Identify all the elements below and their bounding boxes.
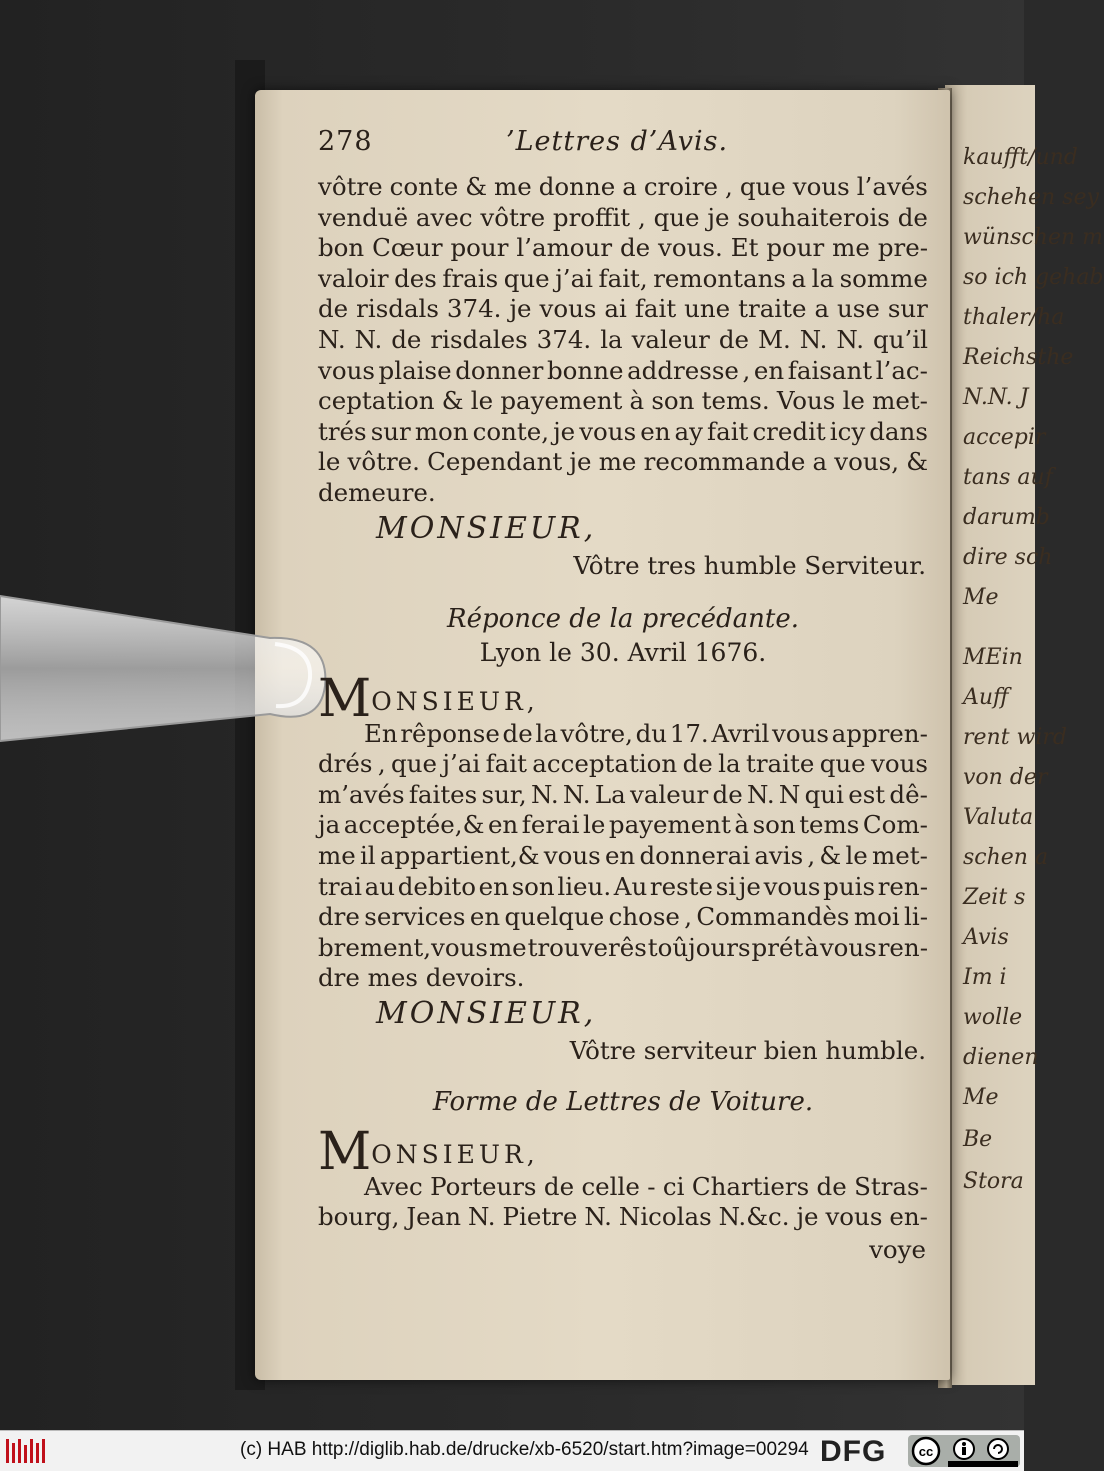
text-line: N. N. de risdales 374. la valeur de M. N. N. qu’il bbox=[318, 324, 928, 354]
facing-page-fragment: darumb bbox=[963, 505, 1050, 530]
text-line: En rêponse de la vôtre, du 17. Avril vous appren- bbox=[364, 718, 928, 748]
facing-page-fragment: kaufft/und bbox=[963, 145, 1078, 170]
text-line: de risdals 374. je vous ai fait une traite a use sur bbox=[318, 294, 928, 324]
drop-cap: M bbox=[318, 1121, 372, 1182]
text-line: drés , que j’ai fait acceptation de la traite que vous bbox=[318, 749, 928, 779]
text-line: dre mes devoirs. bbox=[318, 963, 525, 993]
facing-page-fragment: Me bbox=[963, 585, 999, 610]
credit-link[interactable]: (c) HAB http://diglib.hab.de/drucke/xb-6520/start.htm?image=00294 bbox=[240, 1439, 809, 1460]
drop-cap: M bbox=[318, 668, 372, 729]
text-line: le vôtre. Cependant je me recommande a vous, & bbox=[318, 447, 928, 477]
facing-page-fragment: N.N. J bbox=[963, 385, 1029, 410]
opening-rest: ONSIEUR, bbox=[371, 1139, 539, 1169]
text-line: bon Cœur pour l’amour de vous. Et pour me pre- bbox=[318, 233, 928, 263]
page-text bbox=[318, 120, 928, 1267]
facing-page-fragment: Auff bbox=[963, 685, 1009, 710]
running-title: ’Lettres d’Avis. bbox=[506, 126, 729, 157]
signature-1: Vôtre tres humble Serviteur. bbox=[573, 550, 926, 580]
text-line: m’avés faites sur, N. N. La valeur de N. N qui est dê- bbox=[318, 779, 928, 809]
facing-page-fragment: dire sch bbox=[963, 545, 1053, 570]
paragraph-2 bbox=[318, 719, 928, 994]
svg-text:cc: cc bbox=[918, 1444, 934, 1459]
text-line: me il appartient,& vous en donnerai avis , & le met- bbox=[318, 840, 928, 870]
signature-2: Vôtre serviteur bien humble. bbox=[569, 1035, 926, 1065]
facing-page-fragment: so ich gehab bbox=[963, 265, 1104, 290]
paragraph-1 bbox=[318, 172, 928, 509]
dateline: Lyon le 30. Avril 1676. bbox=[479, 637, 767, 667]
glass-page-holder bbox=[0, 596, 330, 746]
running-header bbox=[318, 120, 928, 172]
facing-page-fragment: Be bbox=[963, 1127, 993, 1152]
text-line: Avec Porteurs de celle - ci Chartiers de Stras- bbox=[364, 1171, 928, 1201]
facing-page bbox=[945, 85, 1104, 1385]
salutation-2: MONSIEUR, bbox=[376, 995, 597, 1031]
opening-monsieur-2 bbox=[318, 1121, 928, 1182]
viewer-footer bbox=[0, 1430, 1024, 1471]
text-line: trai au debito en son lieu. Au reste si je vous puis ren- bbox=[318, 871, 928, 901]
facing-page-fragment: Reichsthe bbox=[963, 345, 1074, 370]
text-line: brement,vous me trouverês toûjours prét à vous ren- bbox=[318, 932, 928, 962]
text-line: vous plaise donner bonne addresse , en faisant l’ac- bbox=[318, 355, 928, 385]
opening-rest: ONSIEUR, bbox=[371, 686, 539, 716]
dfg-logo: DFG bbox=[820, 1435, 887, 1468]
facing-page-fragment: schehen sey bbox=[963, 185, 1099, 210]
facing-page-fragment: von der bbox=[963, 765, 1048, 790]
hab-barcode-icon bbox=[6, 1437, 48, 1465]
facing-page-fragment: Me bbox=[963, 1085, 999, 1110]
facing-page-fragment: dienen bbox=[963, 1045, 1039, 1070]
facing-page-fragment: accepir bbox=[963, 425, 1046, 450]
text-line: valoir des frais que j’ai fait, remontans a la somme bbox=[318, 263, 928, 293]
facing-page-fragment: Valuta bbox=[963, 805, 1034, 830]
text-line: dre services en quelque chose , Commandès moi li- bbox=[318, 902, 928, 932]
text-line: demeure. bbox=[318, 477, 436, 507]
heading-voiture: Forme de Lettres de Voiture. bbox=[432, 1086, 814, 1117]
text-line: trés sur mon conte, je vous en ay fait credit icy dans bbox=[318, 416, 928, 446]
facing-page-fragment: Avis bbox=[963, 925, 1009, 950]
facing-page-fragment: thaler/ha bbox=[963, 305, 1065, 330]
facing-page-fragment: wolle bbox=[963, 1005, 1023, 1030]
facing-page-fragment: rent wird bbox=[963, 725, 1068, 750]
text-line: bourg, Jean N. Pietre N. Nicolas N.&c. je vous en- bbox=[318, 1202, 928, 1232]
facing-page-fragment: schen a bbox=[963, 845, 1049, 870]
text-line: ja acceptée,& en ferai le payement à son tems Com- bbox=[318, 810, 928, 840]
catchword: voye bbox=[869, 1235, 926, 1265]
facing-page-fragment: Stora bbox=[963, 1169, 1024, 1194]
heading-reponce: Réponce de la precédante. bbox=[447, 603, 799, 634]
text-line: venduë avec vôtre proffit , que je souhaiterois de bbox=[318, 202, 928, 232]
salutation-1: MONSIEUR, bbox=[376, 510, 597, 546]
text-line: ceptation & le payement à son tems. Vous le met- bbox=[318, 386, 928, 416]
facing-page-fragment: MEin bbox=[963, 645, 1023, 670]
facing-page-fragment: tans auf bbox=[963, 465, 1053, 490]
facing-page-fragment: Im i bbox=[963, 965, 1007, 990]
facing-page-fragment: wünschen m bbox=[963, 225, 1103, 250]
page-number: 278 bbox=[318, 126, 373, 157]
text-line: vôtre conte & me donne a croire , que vous l’avés bbox=[318, 172, 928, 201]
paragraph-3 bbox=[318, 1172, 928, 1233]
opening-monsieur-1 bbox=[318, 668, 928, 729]
facing-page-fragment: Zeit s bbox=[963, 885, 1026, 910]
cc-license-icon[interactable] bbox=[908, 1435, 1020, 1467]
